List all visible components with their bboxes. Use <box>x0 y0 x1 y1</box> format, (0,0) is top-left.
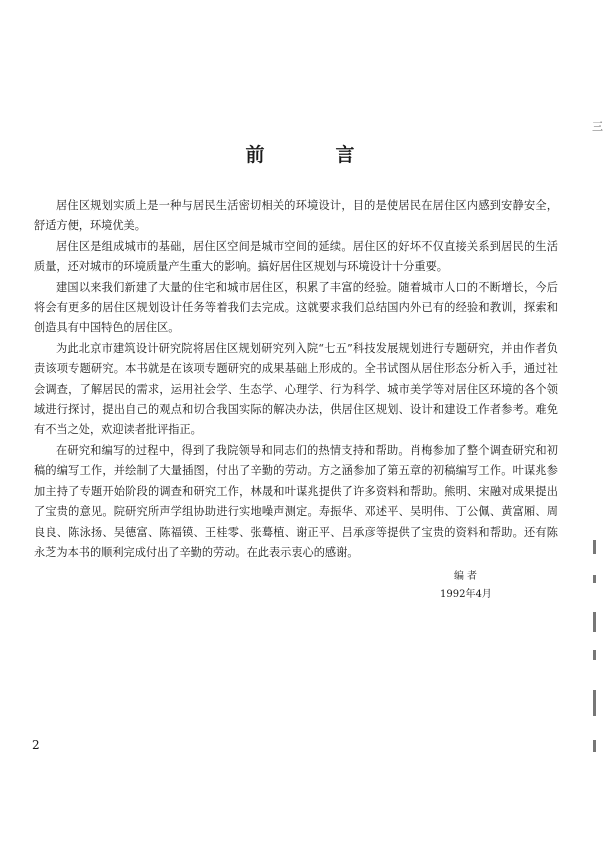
paragraph: 建国以来我们新建了大量的住宅和城市居住区，积累了丰富的经验。随着城市人口的不断增长，今后将会有更多的居住区规划设计任务等着我们去完成。这就要求我们总结国内外已有的经验和教训，探索和创造具有中国特色的居住区。 <box>34 280 558 335</box>
scan-mark <box>593 690 596 716</box>
scan-mark <box>593 740 596 752</box>
page-number: 2 <box>32 738 40 752</box>
paragraph: 在研究和编写的过程中，得到了我院领导和同志们的热情支持和帮助。肖梅参加了整个调查研究和初稿的编写工作，并绘制了大量插图，付出了辛勤的劳动。方之涵参加了第五章的初稿编写工作。叶谋兆参加主持了专题开始阶段的调查和研究工作，林晟和叶谋兆提供了许多资料和帮助。熊明、宋融对成果提出了宝贵的意见。院研究所声学组协助进行实地噪声测定。寿振华、邓述平、吴明伟、丁公佩、黄富厢、周良良、陈泳扬、吴德富、陈福镆、王桂零、张蓦植、谢正平、吕承彦等提供了宝贵的资料和帮助。还有陈永芝为本书的顺利完成付出了辛勤的劳动。在此表示衷心的感谢。 <box>34 443 558 559</box>
scan-mark <box>593 575 596 583</box>
preface-body <box>34 196 558 563</box>
signature-block <box>440 568 492 604</box>
margin-mark: 三 <box>592 120 603 133</box>
paragraph: 居住区规划实质上是一种与居民生活密切相关的环境设计，目的是使居民在居住区内感到安静安全，舒适方便，环境优美。 <box>34 199 558 233</box>
page-title: 前 言 <box>245 144 381 166</box>
scan-mark <box>593 612 596 632</box>
paragraph: 居住区是组成城市的基础，居住区空间是城市空间的延续。居住区的好坏不仅直接关系到居民的生活质量，还对城市的环境质量产生重大的影响。搞好居住区规划与环境设计十分重要。 <box>34 239 558 274</box>
scan-mark <box>593 650 596 660</box>
signature-author: 编者 <box>454 571 480 582</box>
signature-date: 1992年4月 <box>440 589 492 600</box>
scan-mark <box>593 540 596 554</box>
paragraph: 为此北京市建筑设计研究院将居住区规划研究列入院“七五”科技发展规划进行专题研究，并由作者负责该项专题研究。本书就是在该项专题研究的成果基础上形成的。全书试图从居住形态分析入手，通过社会调查，了解居民的需求，运用社会学、生态学、心理学、行为科学、城市美学等对居住区环境的各个领域进行探讨，提出自己的观点和切合我国实际的解决办法，供居住区规划、设计和建设工作者参考。难免有不当之处，欢迎读者批评指正。 <box>34 341 558 437</box>
